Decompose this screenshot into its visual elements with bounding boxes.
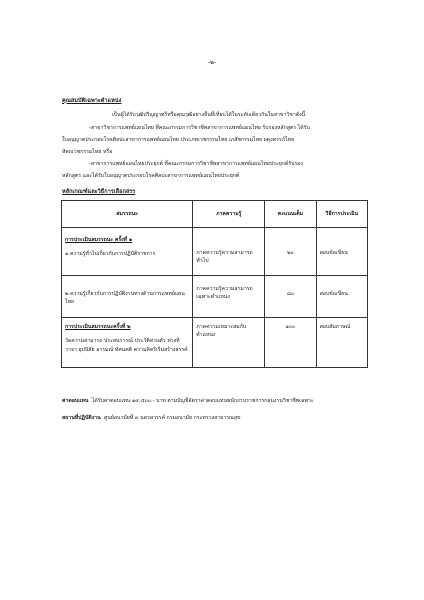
table-row (62, 318, 368, 368)
workplace-text: ศูนย์อนามัยที่ ๓ นครสวรรค์ กรมอนามัย กระทรวงสาธารณสุข (103, 415, 241, 421)
knowledge-cell (193, 228, 265, 276)
knowledge-cell (193, 318, 265, 368)
score-cell (265, 276, 316, 318)
qualifications-heading: คุณสมบัติเฉพาะตำแหน่ง (62, 98, 122, 104)
score-text: ๑๐๐ (285, 324, 296, 330)
table-row (62, 276, 368, 318)
competency-text: ๑.ความรู้ทั่วไปเกี่ยวกับการปฏิบัติราชการ (65, 251, 156, 257)
header-knowledge: ภาคความรู้ (193, 201, 265, 228)
qualifications-line-5: -สาขาการแพทย์แผนไทยประยุกต์ ที่คณะกรรมการวิชาชีพสาขาการแพทย์แผนไทยประยุกต์รับรอง (89, 161, 303, 167)
competency-cell (62, 228, 193, 276)
qualifications-line-4: หัตถเวชกรรมไทย หรือ (62, 149, 113, 155)
table-header-row (62, 201, 368, 228)
competency-text: ๒.ความรู้เกี่ยวกับการปฏิบัติงานทางด้านการแพทย์แผนไทย (65, 291, 185, 305)
header-score: คะแนนเต็ม (265, 201, 316, 228)
knowledge-cell (193, 276, 265, 318)
method-cell (316, 228, 367, 276)
table-row (62, 228, 368, 276)
method-text: สอบข้อเขียน (319, 250, 348, 256)
knowledge-text: ภาคความรู้ความสามารถทั่วไป (196, 250, 253, 264)
compensation-label: ค่าตอบแทน (62, 398, 89, 404)
score-text: ๒๐ (287, 250, 294, 256)
qualifications-line-1: เป็นผู้ได้รับวุฒิปริญญาตรีหรือคุณวุฒิอย่างอื่นที่เทียบได้ในระดับเดียวกันในสาขาวิชาดังนี้ (112, 112, 306, 118)
page-number: -๒- (207, 59, 217, 66)
compensation-text: ได้รับค่าตอบแทน ๑๙,๕๐๐.- บาท ตามบัญชีอัตราค่าตอบแทนพนักงานราชการกลุ่มงานวิชาชีพเฉพาะ (91, 398, 314, 404)
competency-text: วัดความสามารถ ประสบการณ์ ประวัติส่วนตัว ท่วงทีวาจา อุปนิสัย อารมณ์ ทัศนคติ ความคิดริเริ่มสร้างสรรค์ (65, 338, 188, 353)
row-title: การประเมินสมรรถนะครั้งที่ ๒ (65, 324, 131, 330)
score-cell (265, 228, 316, 276)
qualifications-line-2: -สาขาวิชาการแพทย์แผนไทย ที่คณะกรรมการวิชาชีพสาขาการแพทย์แผนไทย รับรองหลักสูตร ได้รับ (89, 125, 310, 131)
header-method: วิธีการประเมิน (316, 201, 367, 228)
criteria-heading: หลักเกณฑ์และวิธีการเลือกสรร (62, 189, 136, 195)
workplace-line (62, 413, 241, 423)
compensation-line (62, 396, 314, 406)
header-competency: สมรรถนะ (62, 201, 193, 228)
score-cell (265, 318, 316, 368)
competency-cell (62, 276, 193, 318)
knowledge-text: ภาคความรู้ความสามารถเฉพาะตำแหน่ง (196, 286, 253, 300)
method-text: สอบข้อเขียน (319, 291, 348, 297)
workplace-label: สถานที่ปฏิบัติงาน (62, 415, 101, 421)
method-cell (316, 318, 367, 368)
competency-cell (62, 318, 193, 368)
method-text: สอบสัมภาษณ์ (319, 324, 351, 330)
criteria-table (61, 200, 368, 368)
row-title: การประเมินสมรรถนะ ครั้งที่ ๑ (65, 237, 133, 243)
score-text: ๘๐ (286, 291, 294, 297)
qualifications-line-6: หลักสูตร และได้รับใบอนุญาตประกอบโรคศิลปะสาขาการแพทย์แผนไทยประยุกต์ (62, 173, 240, 179)
knowledge-text: ภาคความเหมาะสมกับตำแหน่ง (196, 324, 247, 338)
method-cell (316, 276, 367, 318)
qualifications-line-3: ใบอนุญาตประกอบโรคศิลปะสาขาการแพทย์แผนไทย ประเภทเวชกรรมไทย เภสัชกรรมไทย ผดุงครรภ์ไทย (62, 137, 295, 143)
